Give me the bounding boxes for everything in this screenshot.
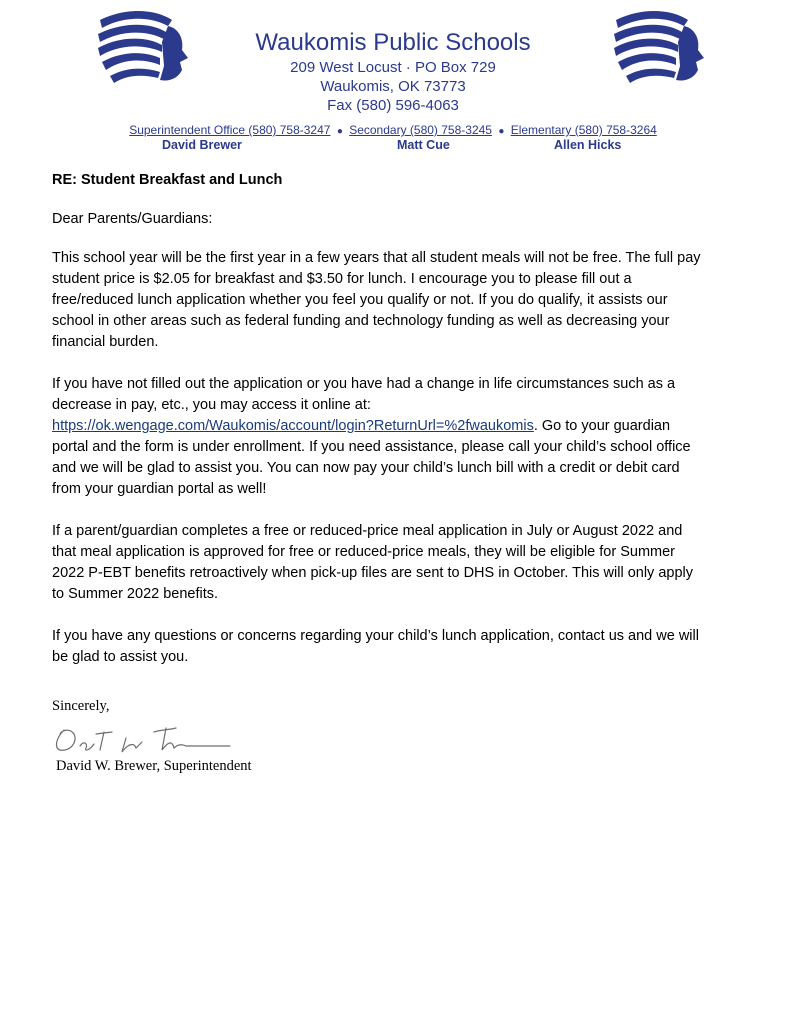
fax-number: Fax (580) 596-4063	[327, 97, 459, 114]
letter-body	[52, 170, 702, 689]
paragraph-p-ebt: If a parent/guardian completes a free or reduced-price meal application in July or August 2022 and that meal application is approved for free or reduced-price meals, they will be eligible for Summer 2022 P-EBT benefits retroactively when pick-up files are sent to DHS in October. This will only apply to Summer 2022 benefits.	[52, 523, 693, 602]
secondary-office-phone[interactable]: Secondary (580) 758-3245	[349, 123, 492, 137]
address-line-1: 209 West Locust · PO Box 729	[290, 59, 496, 76]
elementary-principal-name: Allen Hicks	[554, 138, 622, 152]
school-logo-left	[94, 8, 190, 88]
superintendent-name: David Brewer	[162, 138, 242, 152]
secondary-principal-name: Matt Cue	[397, 138, 450, 152]
address-line-2: Waukomis, OK 73773	[320, 78, 466, 95]
signer-name-title: David W. Brewer, Superintendent	[56, 758, 252, 774]
contact-phone-line	[100, 123, 686, 137]
school-logo-right	[610, 8, 706, 88]
letter-subject: RE: Student Breakfast and Lunch	[52, 172, 283, 188]
separator-bullet: ●	[336, 126, 343, 137]
paragraph-application-intro: If you have not filled out the application or you have had a change in life circumstances such as a decrease in pay, etc., you may access it online at:	[52, 376, 676, 413]
paragraph-meal-prices: This school year will be the first year in a few years that all student meals will not be free. The full pay student price is $2.05 for breakfast and $3.50 for lunch. I encourage you to please fill out a free/reduced lunch application whether you feel you qualify or not. If you do qualify, it assists our school in other areas such as federal funding and technology funding as well as decreasing your financial burden.	[52, 250, 701, 350]
elementary-office-phone[interactable]: Elementary (580) 758-3264	[510, 123, 657, 137]
paragraph-application-rest: . Go to your guardian portal and the form is under enrollment. If you need assistance, please call your child’s school office and we will be glad to assist you. You can now pay your child’s lunch bill with a credit or debit card from your guardian portal as well!	[52, 418, 691, 497]
handwritten-signature	[50, 720, 235, 762]
letter-closing: Sincerely,	[52, 698, 110, 714]
application-link[interactable]: https://ok.wengage.com/Waukomis/account/login?ReturnUrl=%2fwaukomis	[52, 418, 534, 434]
school-name: Waukomis Public Schools	[255, 29, 531, 56]
superintendent-office-phone[interactable]: Superintendent Office (580) 758-3247	[129, 123, 331, 137]
separator-bullet: ●	[498, 126, 505, 137]
paragraph-contact: If you have any questions or concerns regarding your child’s lunch application, contact us and we will be glad to assist you.	[52, 628, 699, 665]
paragraph-application	[52, 374, 702, 500]
letter-greeting: Dear Parents/Guardians:	[52, 211, 213, 227]
letterhead	[200, 28, 586, 115]
